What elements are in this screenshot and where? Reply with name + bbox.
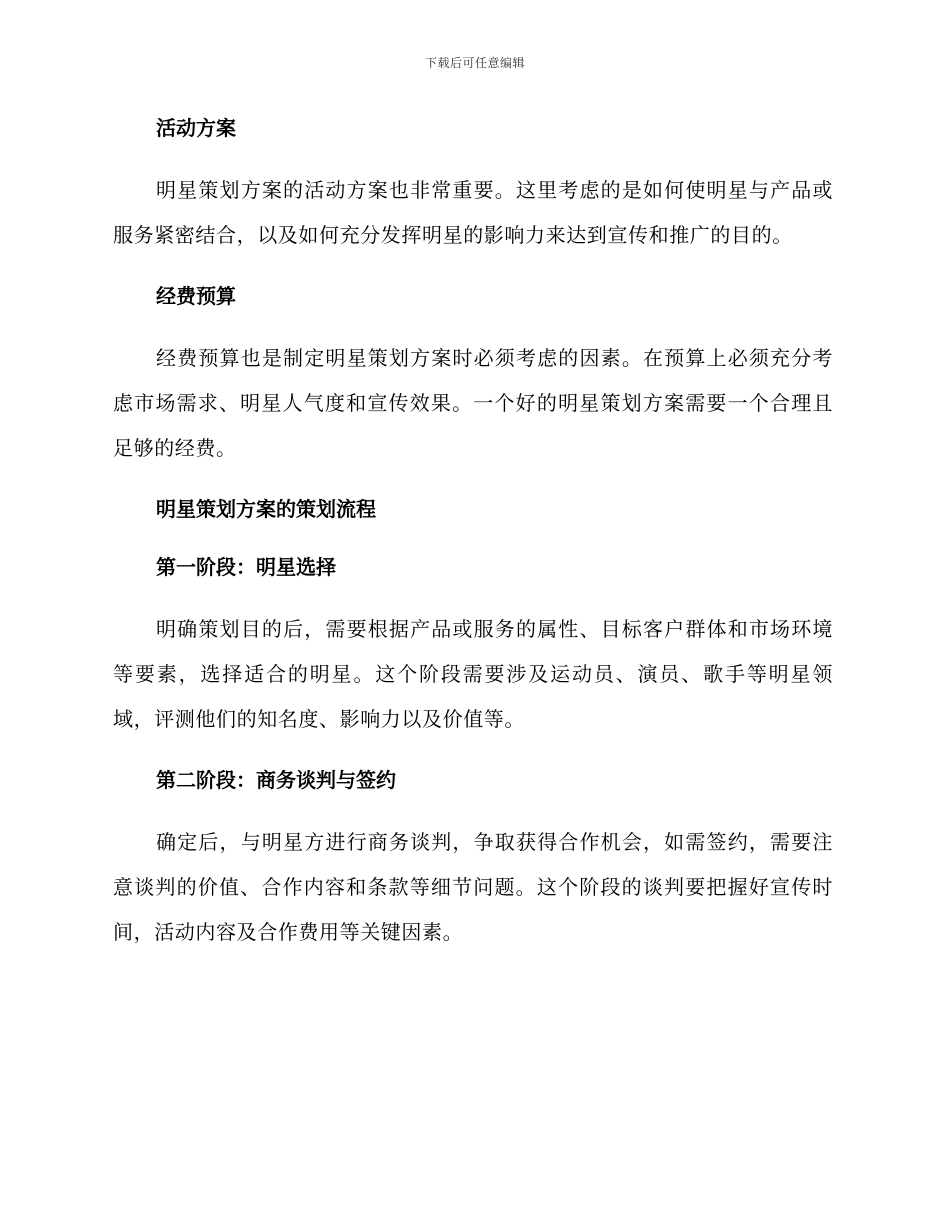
section-heading-budget: 经费预算 [156,284,236,308]
section-body-activity: 明星策划方案的活动方案也非常重要。这里考虑的是如何使明星与产品或服务紧密结合，以及如何充分发挥明星的影响力来达到宣传和推广的目的。 [113,178,833,247]
document-content [113,110,833,955]
section-heading-stage1: 第一阶段：明星选择 [156,555,336,579]
section-heading-process: 明星策划方案的策划流程 [156,497,376,521]
section-body-budget: 经费预算也是制定明星策划方案时必须考虑的因素。在预算上必须充分考虑市场需求、明星人气度和宣传效果。一个好的明星策划方案需要一个合理且足够的经费。 [113,346,833,460]
section-heading-activity: 活动方案 [156,116,236,140]
section-body-stage1: 明确策划目的后，需要根据产品或服务的属性、目标客户群体和市场环境等要素，选择适合的明星。这个阶段需要涉及运动员、演员、歌手等明星领域，评测他们的知名度、影响力以及价值等。 [113,617,833,731]
section-body-stage2: 确定后，与明星方进行商务谈判，争取获得合作机会，如需签约，需要注意谈判的价值、合作内容和条款等细节问题。这个阶段的谈判要把握好宣传时间，活动内容及合作费用等关键因素。 [113,830,833,944]
header-note: 下载后可任意编辑 [424,56,525,70]
section-heading-stage2: 第二阶段：商务谈判与签约 [156,768,396,792]
